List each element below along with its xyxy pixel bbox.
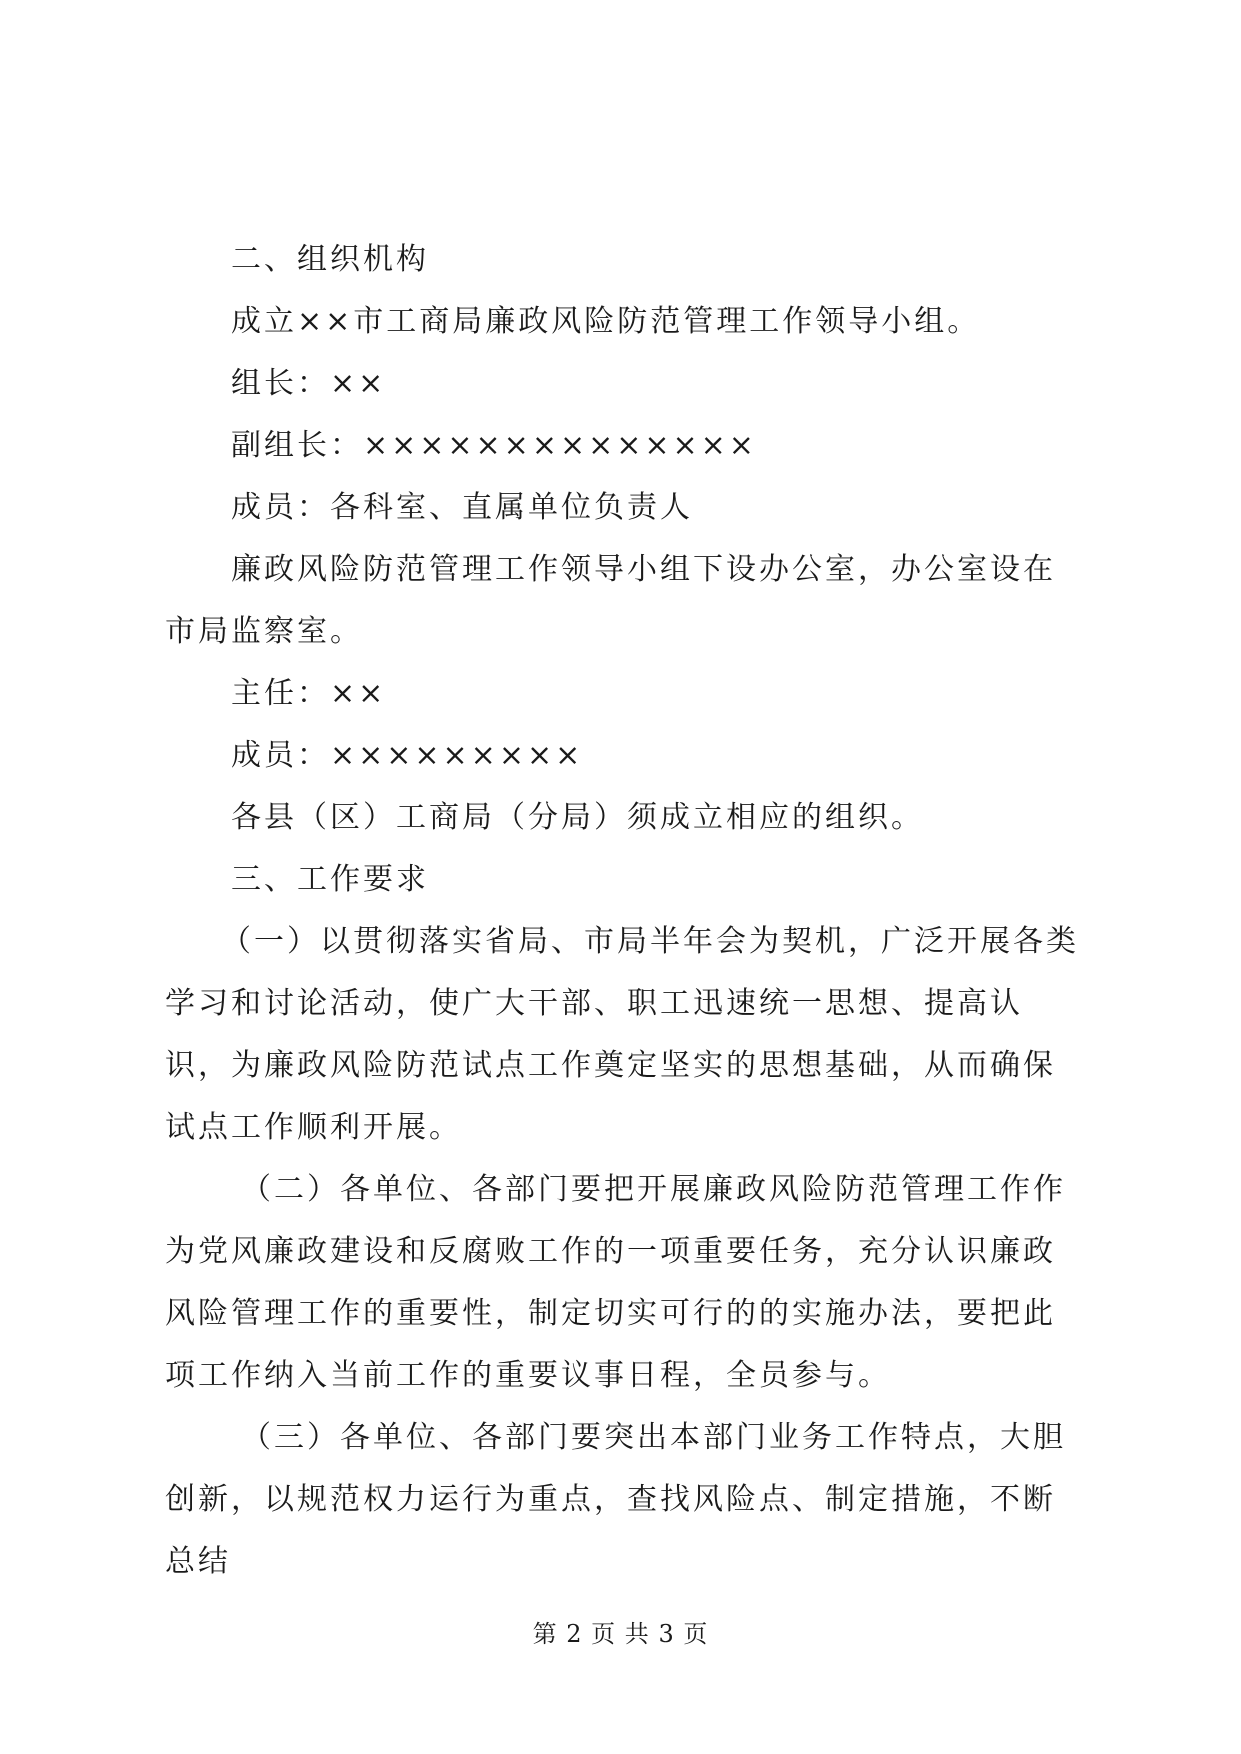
paragraph-director: 主任：××: [231, 676, 387, 711]
paragraph-requirement-1: （一）以贯彻落实省局、市局半年会为契机，广泛开展各类学习和讨论活动，使广大干部、职工迅速统一思想、提高认识，为廉政风险防范试点工作奠定坚实的思想基础，从而确保试点工作顺利开展。: [165, 924, 1079, 1145]
document-body: [165, 229, 1083, 1593]
paragraph-requirement-3: （三）各单位、各部门要突出本部门业务工作特点，大胆创新，以规范权力运行为重点，查找风险点、制定措施，不断总结: [165, 1420, 1066, 1579]
paragraph-group-leader: 组长：××: [231, 366, 387, 401]
section-heading-organization: 二、组织机构: [231, 242, 429, 277]
paragraph-office: 廉政风险防范管理工作领导小组下设办公室，办公室设在市局监察室。: [165, 552, 1056, 649]
paragraph-deputy-leader: 副组长：××××××××××××××: [231, 428, 757, 463]
paragraph-county-organizations: 各县（区）工商局（分局）须成立相应的组织。: [231, 800, 924, 835]
page-number-footer: 第 2 页 共 3 页: [532, 1620, 709, 1648]
paragraph-requirement-2: （二）各单位、各部门要把开展廉政风险防范管理工作作为党风廉政建设和反腐败工作的一项重要任务，充分认识廉政风险管理工作的重要性，制定切实可行的的实施办法，要把此项工作纳入当前工作的重要议事日程，全员参与。: [165, 1172, 1066, 1393]
paragraph-members: 成员：各科室、直属单位负责人: [231, 490, 693, 525]
paragraph-leading-group: 成立××市工商局廉政风险防范管理工作领导小组。: [231, 304, 981, 339]
section-heading-requirements: 三、工作要求: [231, 862, 429, 897]
paragraph-office-members: 成员：×××××××××: [231, 738, 584, 773]
